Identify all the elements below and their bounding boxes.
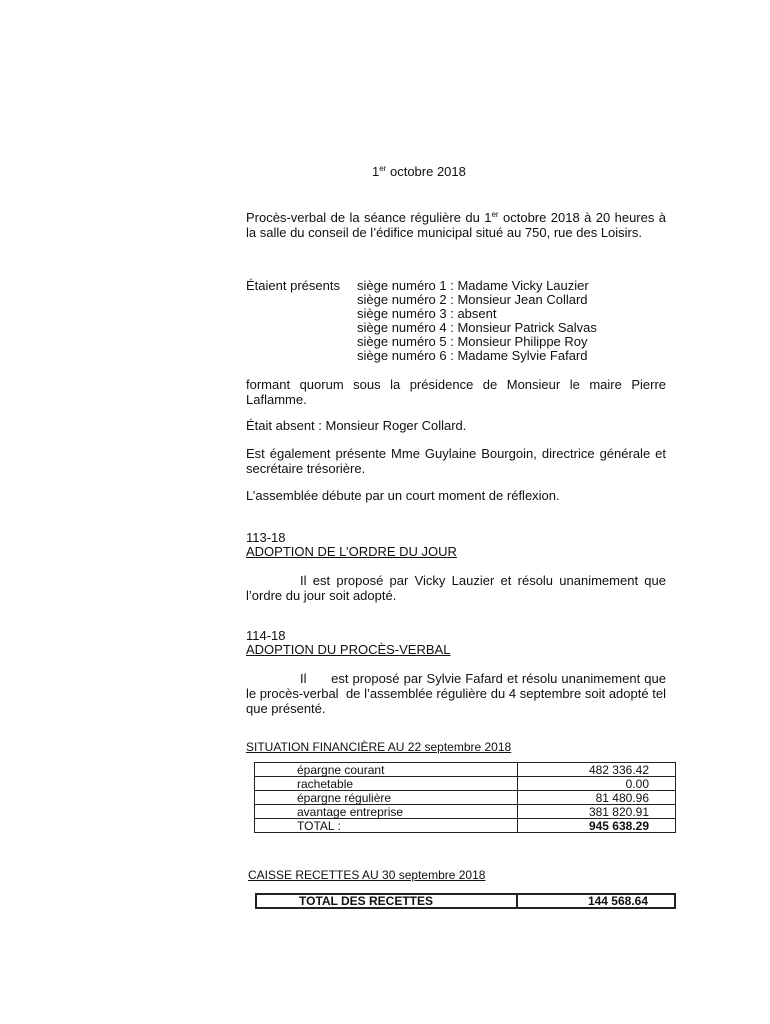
intro-paragraph <box>246 207 666 240</box>
row-value: 945 638.29 <box>518 819 676 833</box>
quorum-paragraph: formant quorum sous la présidence de Monsieur le maire Pierre Laflamme. <box>246 377 666 407</box>
row-label: TOTAL DES RECETTES <box>256 894 517 908</box>
opening-line: L’assemblée débute par un court moment de réflexion. <box>246 488 560 503</box>
document-date <box>372 164 466 179</box>
resolution-text: Il est proposé par Sylvie Fafard et résolu unanimement que le procès-verbal de l’assemblée régulière du 4 septembre soit adopté tel que présenté. <box>246 671 670 716</box>
seat-6: siège numéro 6 : Madame Sylvie Fafard <box>357 348 588 363</box>
row-label: épargne régulière <box>255 791 518 805</box>
also-present-paragraph: Est également présente Mme Guylaine Bourgoin, directrice générale et secrétaire trésorière. <box>246 446 666 476</box>
resolution-number: 114-18 <box>246 628 286 643</box>
row-label: épargne courant <box>255 763 518 777</box>
table-row <box>255 763 676 777</box>
seat-4: siège numéro 4 : Monsieur Patrick Salvas <box>357 320 597 335</box>
table-row <box>255 777 676 791</box>
resolution-text: Il est proposé par Vicky Lauzier et résolu unanimement que l’ordre du jour soit adopté. <box>246 573 666 603</box>
date-day: 1 <box>372 164 380 179</box>
table-row <box>256 894 675 908</box>
resolution-title: ADOPTION DU PROCÈS-VERBAL <box>246 642 451 657</box>
row-value: 0.00 <box>518 777 676 791</box>
resolution-title: ADOPTION DE L’ORDRE DU JOUR <box>246 544 457 559</box>
row-label: avantage entreprise <box>255 805 518 819</box>
financial-table <box>254 762 676 833</box>
seat-5: siège numéro 5 : Monsieur Philippe Roy <box>357 334 588 349</box>
absent-line: Était absent : Monsieur Roger Collard. <box>246 418 467 433</box>
row-label: TOTAL : <box>255 819 518 833</box>
seat-1: siège numéro 1 : Madame Vicky Lauzier <box>357 278 589 293</box>
intro-text-a: Procès-verbal de la séance régulière du 1 <box>246 210 492 225</box>
seat-3: siège numéro 3 : absent <box>357 306 497 321</box>
seat-2: siège numéro 2 : Monsieur Jean Collard <box>357 292 588 307</box>
attendance-lead: Étaient présents <box>246 278 340 293</box>
date-sup: er <box>379 164 387 173</box>
resolution-number: 113-18 <box>246 530 286 545</box>
receipts-title: CAISSE RECETTES AU 30 septembre 2018 <box>248 868 486 882</box>
table-row <box>255 791 676 805</box>
row-value: 381 820.91 <box>518 805 676 819</box>
date-rest: octobre 2018 <box>386 164 466 179</box>
financial-title: SITUATION FINANCIÈRE AU 22 septembre 2018 <box>246 740 512 754</box>
receipts-table <box>255 893 676 909</box>
intro-sup: er <box>491 210 499 219</box>
row-label: rachetable <box>255 777 518 791</box>
row-value: 144 568.64 <box>517 894 675 908</box>
table-row-total <box>255 819 676 833</box>
row-value: 81 480.96 <box>518 791 676 805</box>
intro-text-b: octobre 2018 à 20 heures à la salle du conseil de l’édifice municipal situé au 750, rue des Loisirs. <box>246 210 667 240</box>
row-value: 482 336.42 <box>518 763 676 777</box>
table-row <box>255 805 676 819</box>
